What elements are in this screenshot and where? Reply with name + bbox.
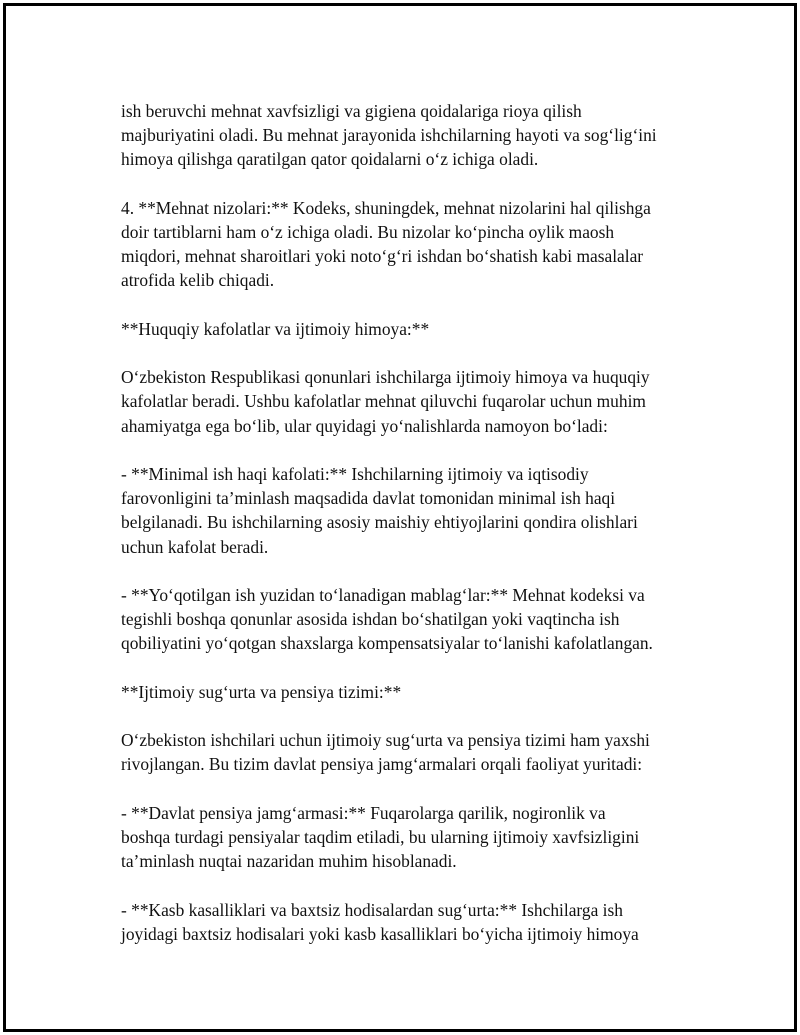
text-line: kafolatlar beradi. Ushbu kafolatlar mehnat qiluvchi fuqarolar uchun muhim: [121, 391, 646, 412]
document-body: [121, 99, 711, 970]
text-line: **Ijtimoiy sug‘urta va pensiya tizimi:**: [121, 681, 402, 702]
text-line: O‘zbekiston ishchilari uchun ijtimoiy sug‘urta va pensiya tizimi ham yaxshi: [121, 730, 650, 751]
text-line: - **Minimal ish haqi kafolati:** Ishchilarning ijtimoiy va iqtisodiy: [121, 463, 589, 484]
text-line: 4. **Mehnat nizolari:** Kodeks, shuningdek, mehnat nizolarini hal qilishga: [121, 197, 651, 218]
text-line: ta’minlash nuqtai nazaridan muhim hisoblanadi.: [121, 851, 457, 872]
text-line: qobiliyatini yo‘qotgan shaxslarga kompensatsiyalar to‘lanishi kafolatlangan.: [121, 633, 653, 654]
text-line: O‘zbekiston Respublikasi qonunlari ishchilarga ijtimoiy himoya va huquqiy: [121, 367, 650, 388]
text-line: ish beruvchi mehnat xavfsizligi va gigiena qoidalariga rioya qilish: [121, 101, 582, 121]
text-line: belgilanadi. Bu ishchilarning asosiy maishiy ehtiyojlarini qondira olishlari: [121, 512, 638, 533]
text-line: atrofida kelib chiqadi.: [121, 270, 275, 291]
text-line: uchun kafolat beradi.: [121, 536, 269, 557]
text-line: - **Davlat pensiya jamg‘armasi:** Fuqarolarga qarilik, nogironlik va: [121, 802, 606, 823]
text-line: - **Yo‘qotilgan ish yuzidan to‘lanadigan mablag‘lar:** Mehnat kodeksi va: [121, 584, 645, 605]
paragraph: [121, 317, 711, 341]
paragraph: [121, 583, 711, 656]
paragraph: [121, 462, 711, 559]
text-line: ahamiyatga ega bo‘lib, ular quyidagi yo‘nalishlarda namoyon bo‘ladi:: [121, 415, 608, 436]
text-line: - **Kasb kasalliklari va baxtsiz hodisalardan sug‘urta:** Ishchilarga ish: [121, 899, 623, 920]
paragraph: [121, 99, 711, 172]
paragraph: [121, 728, 711, 776]
text-line: rivojlangan. Bu tizim davlat pensiya jamg‘armalari orqali faoliyat yuritadi:: [121, 754, 643, 775]
paragraph: [121, 365, 711, 438]
text-line: boshqa turdagi pensiyalar taqdim etiladi, bu ularning ijtimoiy xavfsizligini: [121, 826, 640, 847]
text-line: tegishli boshqa qonunlar asosida ishdan bo‘shatilgan yoki vaqtincha ish: [121, 609, 620, 630]
paragraph: [121, 801, 711, 874]
text-line: farovonligini ta’minlash maqsadida davlat tomonidan minimal ish haqi: [121, 488, 616, 509]
text-line: doir tartiblarni ham o‘z ichiga oladi. Bu nizolar ko‘pincha oylik maosh: [121, 222, 615, 242]
paragraph: [121, 680, 711, 704]
text-line: majburiyatini oladi. Bu mehnat jarayonida ishchilarning hayoti va sog‘lig‘ini: [121, 125, 657, 146]
paragraph: [121, 898, 711, 946]
paragraph: [121, 196, 711, 293]
page-frame: [3, 3, 797, 1032]
text-line: joyidagi baxtsiz hodisalari yoki kasb kasalliklari bo‘yicha ijtimoiy himoya: [121, 923, 639, 944]
text-line: himoya qilishga qaratilgan qator qoidalarni o‘z ichiga oladi.: [121, 149, 539, 170]
text-line: **Huquqiy kafolatlar va ijtimoiy himoya:**: [121, 318, 430, 339]
text-line: miqdori, mehnat sharoitlari yoki noto‘g‘ri ishdan bo‘shatish kabi masalalar: [121, 246, 644, 267]
